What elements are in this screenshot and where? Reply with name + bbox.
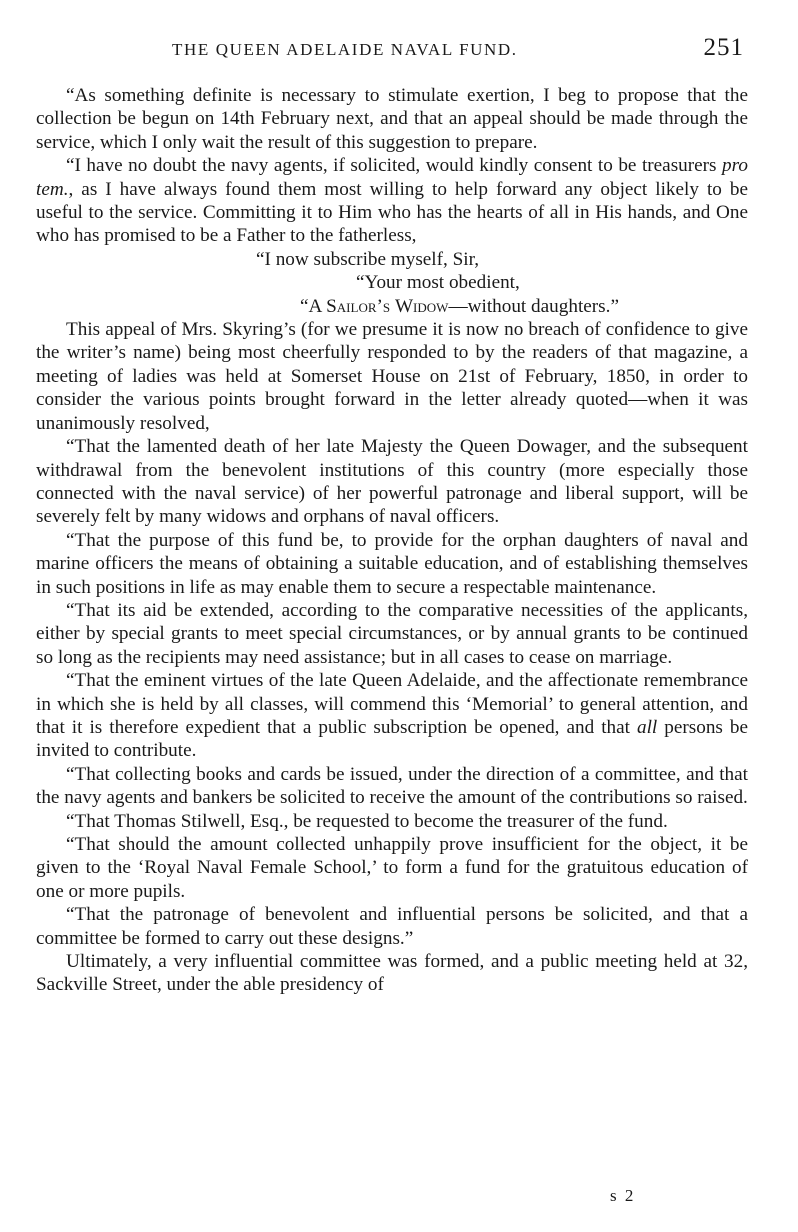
page-body xyxy=(36,84,748,997)
text-run: —without daughters.” xyxy=(448,295,619,317)
resolution-paragraph: “That its aid be extended, according to the comparative necessities of the applicants, either by special grants to meet special circumstances, or by annual grants to be continued so long as the recipients may need assistance; but in all cases to cease on marriage. xyxy=(36,599,748,668)
small-caps-text: Widow xyxy=(394,295,449,317)
signature-mark: s 2 xyxy=(610,1186,636,1205)
conclusion-paragraph: Ultimately, a very influential committee was formed, and a public meeting held at 32, Sackville Street, under the able presidency of xyxy=(36,951,748,996)
page-header xyxy=(36,34,748,68)
resolution-paragraph: “That should the amount collected unhappily prove insufficient for the object, it be given to the ‘Royal Naval Female School,’ to form a fund for the gratuitous education of one or more pupils. xyxy=(36,834,748,902)
italic-text: pro tem. xyxy=(36,155,748,200)
narrative-paragraph: This appeal of Mrs. Skyring’s (for we presume it is now no breach of confidence to give the writer’s name) being most cheerfully responded to by the readers of that magazine, a meeting of ladies was held at Somerset House on 21st of February, 1850, in order to consider the various points brought forward in the letter already quoted—when it was unanimously resolved, xyxy=(36,319,748,434)
resolution-paragraph: “That the purpose of this fund be, to provide for the orphan daughters of naval and marine officers the means of obtaining a suitable education, and of establishing themselves in such positions in life as may enable them to secure a respectable maintenance. xyxy=(36,529,748,598)
text-run: “I have no doubt the navy agents, if solicited, would kindly consent to be treasurers xyxy=(66,155,723,177)
letter-closing-line: “I now subscribe myself, Sir, xyxy=(256,248,480,270)
text-run: , as I have always found them most willing to help forward any object likely to be useful to the service. Committing it to Him who has the hearts of all in His hands, and One who has promised to be a Father to the fatherless, xyxy=(36,178,748,247)
resolution-paragraph: “That collecting books and cards be issued, under the direction of a committee, and that the navy agents and bankers be solicited to receive the amount of the contributions so raised. xyxy=(36,763,748,809)
small-caps-text: Sailor’s xyxy=(326,295,391,317)
text-run: “A xyxy=(300,295,327,317)
page-number: 251 xyxy=(703,34,744,61)
book-page xyxy=(36,0,748,1232)
running-head: THE QUEEN ADELAIDE NAVAL FUND. xyxy=(172,40,518,59)
resolution-paragraph xyxy=(36,669,748,763)
text-run: persons be invited to contribute. xyxy=(36,716,748,762)
italic-text: all xyxy=(636,716,658,738)
resolution-paragraph: “That Thomas Stilwell, Esq., be requested to become the treasurer of the fund. xyxy=(66,810,668,832)
letter-paragraph xyxy=(36,154,748,248)
resolution-paragraph: “That the patronage of benevolent and influential persons be solicited, and that a committee be formed to carry out these designs.” xyxy=(36,904,748,949)
letter-closing-line: “Your most obedient, xyxy=(356,272,520,294)
letter-paragraph: “As something definite is necessary to stimulate exertion, I beg to propose that the collection be begun on 14th February next, and that an appeal should be made through the service, which I only wait the result of this suggestion to prepare. xyxy=(36,85,748,153)
letter-signature-line xyxy=(36,295,748,318)
resolution-paragraph: “That the lamented death of her late Majesty the Queen Dowager, and the subsequent withdrawal from the benevolent institutions of this country (more especially those connected with the naval service) of her powerful patronage and liberal support, will be severely felt by many widows and orphans of naval officers. xyxy=(36,436,748,528)
text-run: “That the eminent virtues of the late Queen Adelaide, and the affectionate remembrance in which she is held by all classes, will commend this ‘Memorial’ to general attention, and that it is therefore expedient that a public subscription be opened, and that xyxy=(36,670,748,738)
